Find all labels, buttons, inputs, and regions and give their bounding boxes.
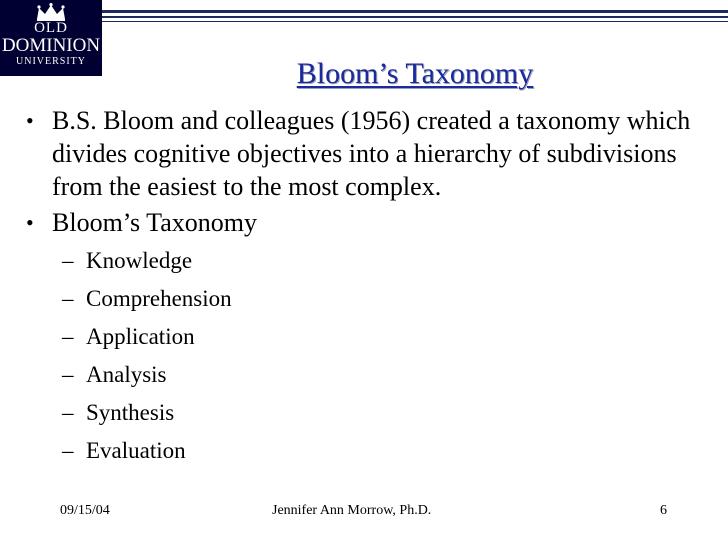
slide-body: [24, 104, 714, 470]
dash-icon: –: [62, 438, 74, 463]
sub-bullet-item: [62, 432, 714, 470]
sub-bullet-text: Evaluation: [86, 438, 186, 463]
sub-bullet-item: [62, 242, 714, 280]
bullet-text: Bloom’s Taxonomy: [52, 208, 257, 237]
sub-bullet-item: [62, 356, 714, 394]
footer-date: 09/15/04: [60, 503, 110, 518]
page-number: 6: [660, 503, 667, 518]
sub-bullet-item: [62, 394, 714, 432]
crown-icon: [35, 3, 67, 21]
university-logo: [0, 0, 102, 76]
logo-text-dominion: DOMINION: [1, 35, 101, 56]
dash-icon: –: [62, 286, 74, 311]
dash-icon: –: [62, 400, 74, 425]
sub-bullet-item: [62, 280, 714, 318]
bullet-item: [24, 206, 714, 239]
sub-bullet-item: [62, 318, 714, 356]
dash-icon: –: [62, 362, 74, 387]
sub-bullet-text: Application: [86, 324, 195, 349]
sub-bullet-text: Synthesis: [86, 400, 175, 425]
slide-title: Bloom’s Taxonomy: [296, 57, 534, 90]
logo-text-old: OLD: [34, 20, 68, 36]
bullet-icon: •: [26, 210, 34, 235]
bullet-text: B.S. Bloom and colleagues (1956) created a taxonomy which divides cognitive objectives into a hierarchy of subdivisions from the easiest to the most complex.: [52, 106, 691, 201]
sub-bullet-text: Knowledge: [86, 248, 193, 273]
bullet-icon: •: [26, 108, 34, 133]
dash-icon: –: [62, 248, 74, 273]
sub-bullet-text: Analysis: [86, 362, 167, 387]
header-rules: [102, 0, 728, 40]
footer-author: Jennifer Ann Morrow, Ph.D.: [272, 503, 432, 518]
sub-bullet-list: [24, 242, 714, 470]
header-rule: [102, 10, 728, 13]
header-rule: [102, 16, 728, 18]
sub-bullet-text: Comprehension: [86, 286, 232, 311]
dash-icon: –: [62, 324, 74, 349]
header-rule: [102, 21, 728, 22]
logo-text-university: UNIVERSITY: [16, 56, 86, 67]
bullet-item: [24, 104, 714, 203]
